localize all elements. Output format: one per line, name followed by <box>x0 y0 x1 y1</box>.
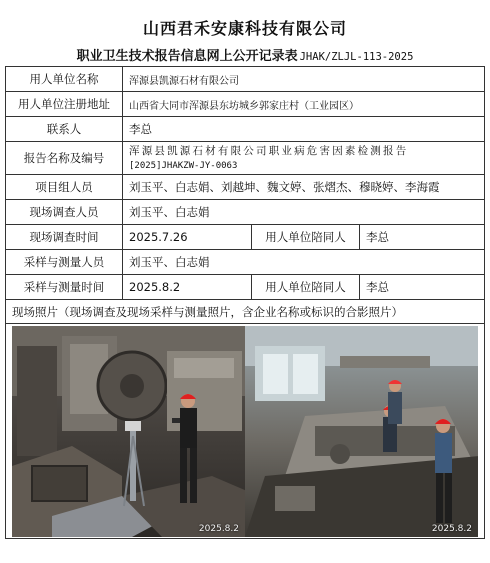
row-client <box>6 67 485 92</box>
row-photo-heading <box>6 300 485 324</box>
document-title-text: 职业卫生技术报告信息网上公开记录表 <box>76 49 298 64</box>
record-table <box>5 66 485 539</box>
photo-cell <box>6 324 485 539</box>
site-photo-sampling-image <box>245 326 478 537</box>
report-code: [2025]JHAKZW-JY-0063 <box>129 160 238 171</box>
row-team <box>6 175 485 200</box>
sampling-time-value: 2025.8.2 <box>123 275 252 300</box>
site-photo-survey <box>12 326 245 537</box>
survey-time-value: 2025.7.26 <box>123 225 252 250</box>
team-label: 项目组人员 <box>6 175 123 200</box>
photo-heading: 现场照片（现场调查及现场采样与测量照片，含企业名称或标识的合影照片） <box>6 300 485 324</box>
sampling-staff-label: 采样与测量人员 <box>6 250 123 275</box>
survey-time-label: 现场调查时间 <box>6 225 123 250</box>
accompany-label-1: 用人单位陪同人 <box>252 225 360 250</box>
site-photo-survey-image <box>12 326 245 537</box>
client-label: 用人单位名称 <box>6 67 123 92</box>
team-value: 刘玉平、白志娟、刘越坤、魏文婷、张熠杰、穆晓婷、李海霞 <box>123 175 485 200</box>
row-survey-time <box>6 225 485 250</box>
document-code: JHAK/ZLJL-113-2025 <box>299 51 414 63</box>
row-sampling-staff <box>6 250 485 275</box>
address-label: 用人单位注册地址 <box>6 92 123 117</box>
report-label: 报告名称及编号 <box>6 142 123 175</box>
sampling-time-label: 采样与测量时间 <box>6 275 123 300</box>
row-contact <box>6 117 485 142</box>
accompany-value-1: 李总 <box>360 225 485 250</box>
sampling-staff-value: 刘玉平、白志娟 <box>123 250 485 275</box>
company-name: 山西君禾安康科技有限公司 <box>142 19 347 38</box>
report-name: 浑源县凯源石材有限公司职业病危害因素检测报告 <box>129 144 409 157</box>
survey-staff-label: 现场调查人员 <box>6 200 123 225</box>
contact-label: 联系人 <box>6 117 123 142</box>
row-report <box>6 142 485 175</box>
row-survey-staff <box>6 200 485 225</box>
client-value: 浑源县凯源石材有限公司 <box>123 67 485 92</box>
accompany-value-2: 李总 <box>360 275 485 300</box>
survey-staff-value: 刘玉平、白志娟 <box>123 200 485 225</box>
row-address <box>6 92 485 117</box>
left-photo-date: 2025.8.2 <box>198 523 239 534</box>
row-sampling-time <box>6 275 485 300</box>
document-title <box>0 45 490 64</box>
report-value <box>123 142 485 175</box>
site-photo-sampling <box>245 326 478 537</box>
contact-value: 李总 <box>123 117 485 142</box>
right-photo-date: 2025.8.2 <box>431 523 472 534</box>
address-value: 山西省大同市浑源县东坊城乡郭家庄村（工业园区） <box>123 92 485 117</box>
row-photos <box>6 324 485 539</box>
accompany-label-2: 用人单位陪同人 <box>252 275 360 300</box>
